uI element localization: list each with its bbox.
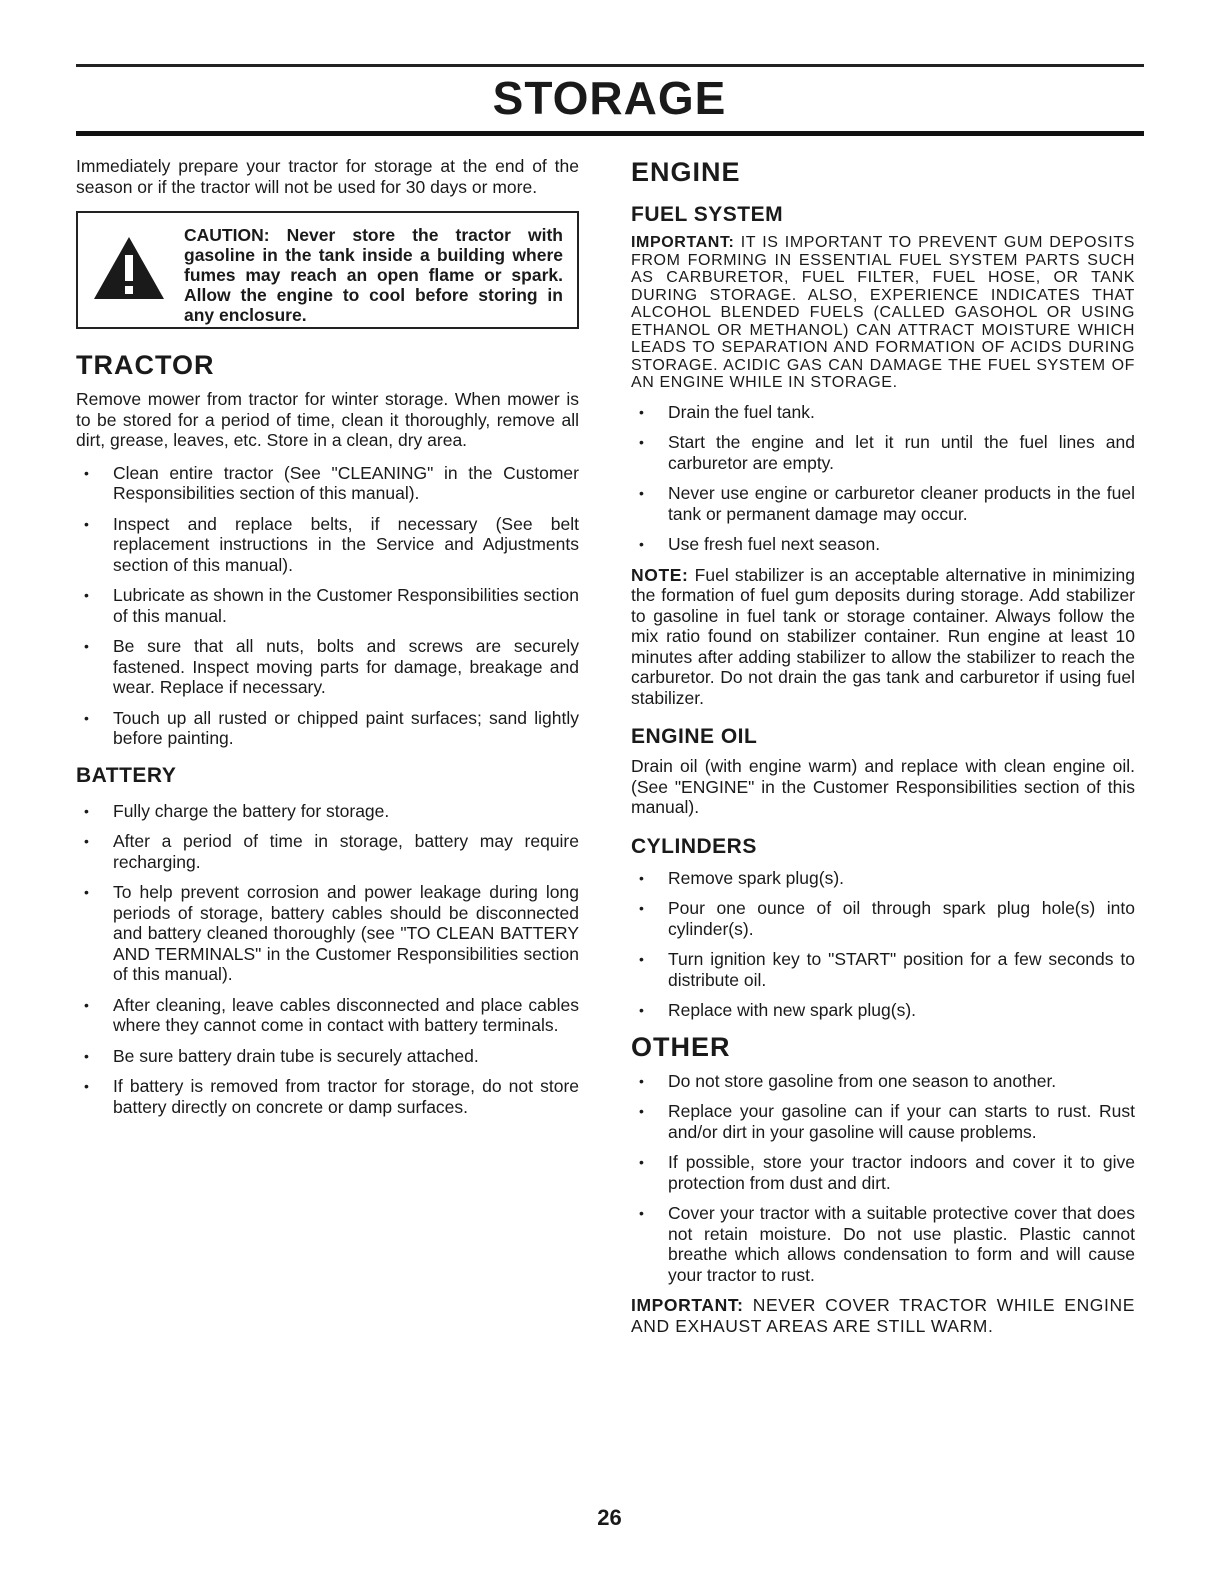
caution-box	[76, 211, 579, 329]
left-column	[76, 156, 579, 1127]
list-item: • Never use engine or carburetor cleaner products in the fuel tank or permanent damage may occur.	[631, 483, 1135, 524]
caution-message: Never store the tractor with gasoline in the tank inside a building where fumes may reach an open flame or spark. Allow the engine to cool before storing in any enclosure.	[184, 225, 563, 325]
other-heading: OTHER	[631, 1031, 731, 1062]
list-item: • Fully charge the battery for storage.	[76, 801, 579, 822]
list-item: • Be sure battery drain tube is securely attached.	[76, 1046, 579, 1067]
list-item: • Start the engine and let it run until the fuel lines and carburetor are empty.	[631, 432, 1135, 473]
important-text: NEVER COVER TRACTOR WHILE ENGINE AND EXHAUST AREAS ARE STILL WARM.	[631, 1295, 1135, 1336]
list-item: • If battery is removed from tractor for storage, do not store battery directly on concrete or damp surfaces.	[76, 1076, 579, 1117]
battery-heading: BATTERY	[76, 763, 177, 787]
cylinders-list	[631, 868, 1135, 1021]
caution-text	[184, 225, 563, 325]
list-item: • Replace your gasoline can if your can starts to rust. Rust and/or dirt in your gasoline will cause problems.	[631, 1101, 1135, 1142]
list-item: • Use fresh fuel next season.	[631, 534, 1135, 555]
caution-label: CAUTION:	[184, 225, 270, 245]
list-item: • Be sure that all nuts, bolts and screws are securely fastened. Inspect moving parts for damage, breakage and wear. Replace if necessary.	[76, 636, 579, 698]
tractor-paragraph: Remove mower from tractor for winter storage. When mower is to be stored for a period of time, clean it thoroughly, remove all dirt, grease, leaves, etc. Store in a clean, dry area.	[76, 389, 579, 450]
important-label: IMPORTANT:	[631, 1295, 744, 1315]
list-item: • Replace with new spark plug(s).	[631, 1000, 1135, 1021]
battery-list	[76, 801, 579, 1118]
tractor-list	[76, 463, 579, 749]
cylinders-heading: CYLINDERS	[631, 834, 757, 858]
warning-triangle-icon	[92, 235, 166, 301]
fuel-system-heading: FUEL SYSTEM	[631, 203, 784, 226]
tractor-heading: TRACTOR	[76, 350, 215, 380]
list-item: • Clean entire tractor (See "CLEANING" in the Customer Responsibilities section of this manual).	[76, 463, 579, 504]
intro-paragraph: Immediately prepare your tractor for storage at the end of the season or if the tractor will not be used for 30 days or more.	[76, 156, 579, 197]
list-item: • Do not store gasoline from one season to another.	[631, 1071, 1135, 1092]
note-text: Fuel stabilizer is an acceptable alternative in minimizing the formation of fuel gum deposits during storage. Add stabilizer to gasoline in fuel tank or storage container. Always follow the mix ratio found on stabilizer container. Run engine at least 10 minutes after adding stabilizer to allow the stabilizer to reach the carburetor. Do not drain the gas tank and carburetor if using fuel stabilizer.	[631, 564, 1135, 708]
list-item: • Remove spark plug(s).	[631, 868, 1135, 889]
fuel-list	[631, 402, 1135, 555]
note-label: NOTE:	[631, 564, 689, 585]
fuel-important-paragraph	[631, 234, 1135, 392]
list-item: • Lubricate as shown in the Customer Responsibilities section of this manual.	[76, 585, 579, 626]
other-important-paragraph	[631, 1295, 1135, 1336]
fuel-note-paragraph	[631, 565, 1135, 709]
list-item: • To help prevent corrosion and power leakage during long periods of storage, battery cables should be disconnected and battery cleaned thoroughly (see "TO CLEAN BATTERY AND TERMINALS" in the Customer Responsibilities section of this manual).	[76, 882, 579, 985]
important-label: IMPORTANT:	[631, 234, 735, 251]
list-item: • Pour one ounce of oil through spark plug hole(s) into cylinder(s).	[631, 898, 1135, 939]
list-item: • If possible, store your tractor indoors and cover it to give protection from dust and dirt.	[631, 1152, 1135, 1193]
list-item: • Inspect and replace belts, if necessary (See belt replacement instructions in the Service and Adjustments section of this manual).	[76, 514, 579, 576]
list-item: • Turn ignition key to "START" position for a few seconds to distribute oil.	[631, 949, 1135, 990]
header-rule-bottom	[76, 131, 1144, 136]
right-column	[631, 156, 1135, 1336]
important-text: IT IS IMPORTANT TO PREVENT GUM DEPOSITS FROM FORMING IN ESSENTIAL FUEL SYSTEM PARTS SUCH AS CARBURETOR, FUEL FILTER, FUEL HOSE, OR TANK DURING STORAGE. ALSO, EXPERIENCE INDICATES THAT ALCOHOL BLENDED FUELS (CALLED GASOHOL OR USING ETHANOL OR METHANOL) CAN ATTRACT MOISTURE WHICH LEADS TO SEPARATION AND FORMATION OF ACIDS DURING STORAGE. ACIDIC GAS CAN DAMAGE THE FUEL SYSTEM OF AN ENGINE WHILE IN STORAGE.	[631, 234, 1135, 391]
other-list	[631, 1071, 1135, 1286]
engine-heading: ENGINE	[631, 157, 741, 187]
page-title: STORAGE	[492, 72, 727, 124]
list-item: • Cover your tractor with a suitable protective cover that does not retain moisture. Do not use plastic. Plastic cannot breathe which allows condensation to form and will cause your tractor to rust.	[631, 1203, 1135, 1285]
list-item: • Drain the fuel tank.	[631, 402, 1135, 423]
engine-oil-paragraph: Drain oil (with engine warm) and replace with clean engine oil. (See "ENGINE" in the Customer Responsibilities section of this manual).	[631, 756, 1135, 817]
page-number: 26	[597, 1505, 622, 1530]
list-item: • Touch up all rusted or chipped paint surfaces; sand lightly before painting.	[76, 708, 579, 749]
header-rule-top	[76, 64, 1144, 67]
list-item: • After cleaning, leave cables disconnected and place cables where they cannot come in contact with battery terminals.	[76, 995, 579, 1036]
list-item: • After a period of time in storage, battery may require recharging.	[76, 831, 579, 872]
engine-oil-heading: ENGINE OIL	[631, 725, 758, 748]
